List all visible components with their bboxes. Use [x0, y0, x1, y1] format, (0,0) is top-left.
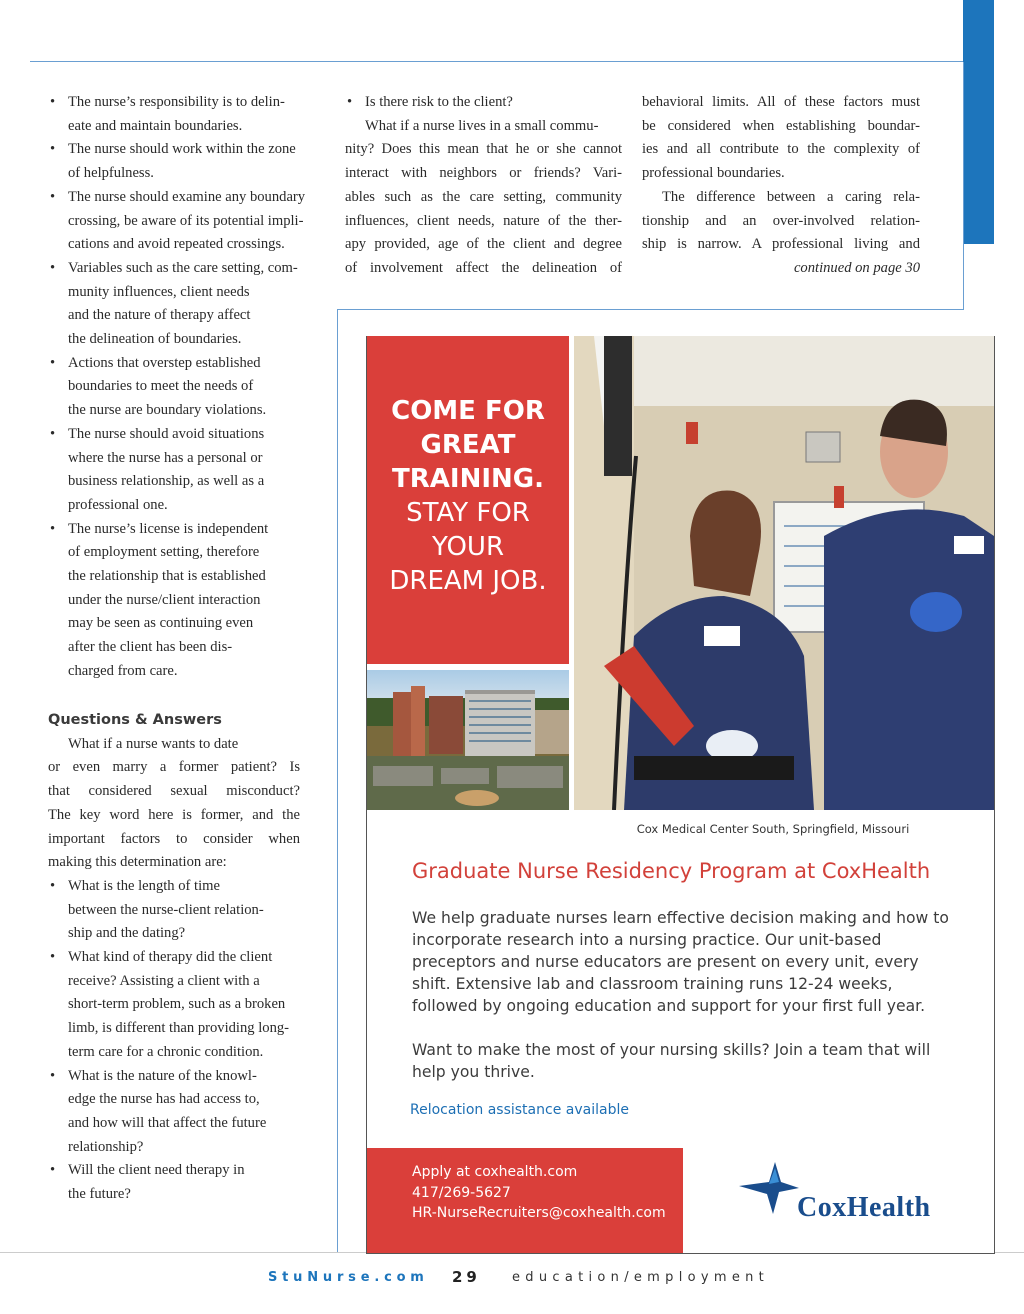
qa-bullet-list	[48, 875, 300, 1207]
paragraph: The difference between a caring rela- tionship and an over-involved relation- ship is narrow. A professional living and	[642, 188, 920, 253]
article-column-3	[642, 91, 920, 281]
section-tab	[963, 0, 994, 244]
ad-title: Graduate Nurse Residency Program at CoxHealth	[412, 859, 931, 883]
ad-body	[412, 907, 962, 1105]
ad-left-rule	[337, 310, 338, 1252]
top-rule	[30, 61, 963, 62]
list-item: • Will the client need therapy in the future?	[50, 1162, 245, 1203]
list-item: • The nurse should avoid situations where the nurse has a personal or business relationship, as well as a professional one.	[48, 423, 326, 518]
logo-wordmark: CoxHealth	[797, 1192, 931, 1223]
apply-panel	[367, 1148, 683, 1253]
ad-body-paragraph: Want to make the most of your nursing skills? Join a team that will help you thrive.	[412, 1041, 931, 1081]
ad-headline-panel	[367, 336, 569, 664]
hospital-photo	[367, 670, 569, 810]
list-item: • What kind of therapy did the client receive? Assisting a client with a short-term problem, such as a broken limb, is different than providing long- term care for a chronic condition.	[50, 949, 290, 1060]
footer-site: StuNurse.com	[268, 1270, 429, 1285]
risk-bullet	[345, 91, 622, 115]
list-item: • The nurse’s responsibility is to delin- eate and maintain boundaries.	[48, 91, 326, 138]
coxhealth-advertisement	[366, 336, 995, 1254]
paragraph: behavioral limits. All of these factors must be considered when establishing boundar- ies and all contribute to the complexity of professional boundaries.	[642, 94, 920, 182]
boundary-bullet-list	[48, 91, 326, 684]
relocation-note: Relocation assistance available	[410, 1102, 629, 1118]
list-item: • What is the length of time between the nurse-client relation- ship and the dating?	[50, 877, 264, 942]
photo-caption: Cox Medical Center South, Springfield, Missouri	[636, 822, 910, 836]
article-column-1	[48, 91, 326, 684]
ad-headline: COME FOR GREAT TRAINING. STAY FOR YOUR DREAM JOB.	[389, 396, 547, 596]
list-item: • What is the nature of the knowl- edge the nurse has had access to, and how will that affect the future relationship?	[50, 1067, 267, 1155]
ad-body-paragraph: We help graduate nurses learn effective decision making and how to incorporate research into a nursing practice. Our unit-based preceptors and nurse educators are present on every unit, every shift. Extensive lab and classroom training runs 12-24 weeks, followed by ongoing education and support for your first full year.	[412, 909, 949, 1015]
article-column-2	[345, 91, 622, 281]
footer-section: education/employment	[512, 1270, 770, 1285]
nurses-photo	[574, 336, 994, 810]
page-number: 29	[452, 1268, 481, 1286]
coxhealth-logo	[739, 1162, 959, 1226]
qa-intro: What if a nurse wants to date or even marry a former patient? Is that considered sexual misconduct? The key word here is former, and the important factors to consider when making this determination are:	[48, 735, 300, 871]
star-logo-icon	[739, 1162, 799, 1214]
list-item: • Is there risk to the client?	[345, 91, 622, 115]
list-item: • The nurse should examine any boundary crossing, be aware of its potential impli- cations and avoid repeated crossings.	[48, 186, 326, 257]
ad-top-rule	[337, 309, 964, 310]
email-link[interactable]: HR-NurseRecruiters@coxhealth.com	[412, 1205, 666, 1221]
list-item: • The nurse should work within the zone of helpfulness.	[48, 138, 326, 185]
list-item: • Variables such as the care setting, com- munity influences, client needs and the nature of therapy affect the delineation of boundaries.	[48, 257, 326, 352]
apply-website-link[interactable]: Apply at coxhealth.com	[412, 1164, 578, 1180]
list-item: • Actions that overstep established boundaries to meet the needs of the nurse are boundary violations.	[48, 352, 326, 423]
phone-number: 417/269-5627	[412, 1184, 511, 1201]
section-heading: Questions & Answers	[48, 712, 222, 728]
qa-section	[48, 709, 300, 1207]
continued-note: continued on page 30	[793, 259, 920, 276]
paragraph: What if a nurse lives in a small commu- nity? Does this mean that he or she cannot interact with neighbors or friends? Vari- ables such as the care setting, community influences, client needs, nature of the ther- apy provided, age of the client and degree of involvement affect the delineation of	[345, 117, 622, 276]
list-item: • The nurse’s license is independent of employment setting, therefore the relationship that is established under the nurse/client interaction may be seen as continuing even after the client has been dis- charged from care.	[48, 518, 326, 684]
column-rule	[963, 62, 964, 310]
page-footer	[0, 1268, 1024, 1290]
